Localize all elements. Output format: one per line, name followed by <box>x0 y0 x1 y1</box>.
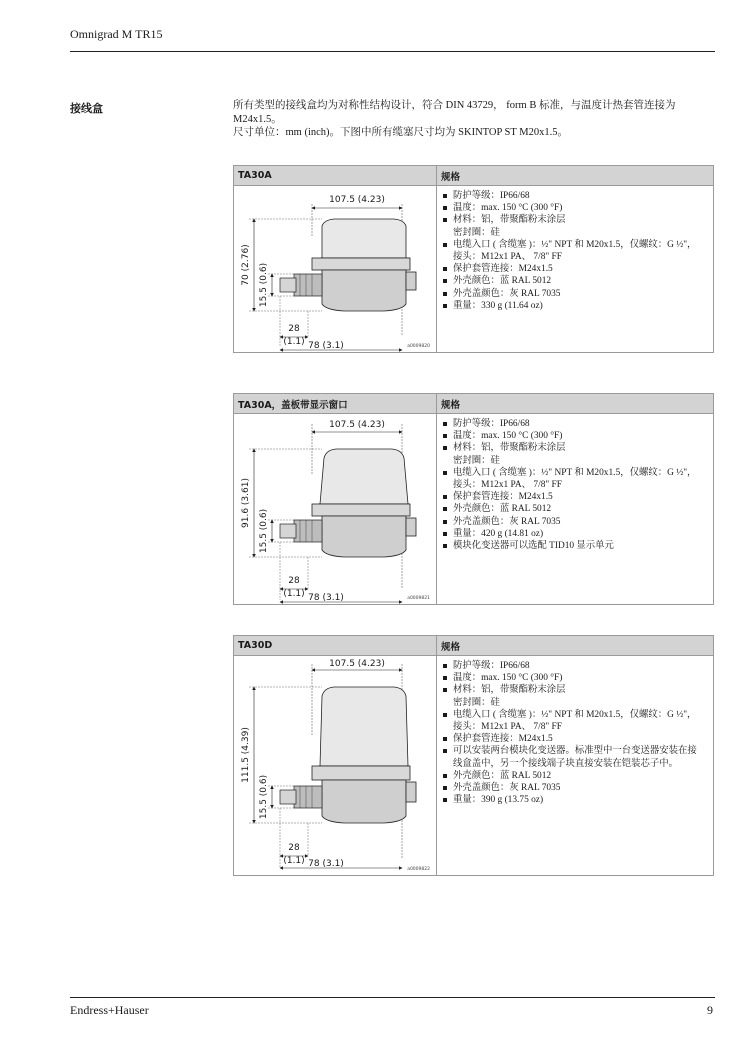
table-title: TA30A，盖板带显示窗口 <box>234 394 437 413</box>
dim-gland-width: 28 <box>288 324 300 334</box>
dim-gland-width-in: (1.1) <box>283 856 305 866</box>
spec-list <box>443 418 709 552</box>
spec-item: 电缆入口 ( 含缆塞 )：½" NPT 和 M20x1.5，仅螺纹：G ½"， <box>443 467 709 479</box>
intro-paragraph-1: 所有类型的接线盒均为对称性结构设计，符合 DIN 43729， form B 标准，与温度计热套管连接为 M24x1.5。 <box>233 100 676 125</box>
spec-item: 接头：M12x1 PA、 7/8" FF <box>453 252 562 263</box>
spec-item: 模块化变送器可以选配 TID10 显示单元 <box>443 540 709 552</box>
dim-gland-width-in: (1.1) <box>283 337 305 347</box>
header-title: Omnigrad M TR15 <box>70 27 163 41</box>
spec-cell <box>437 656 713 876</box>
dim-height: 111.5 (4.39) <box>241 727 251 783</box>
section-intro <box>233 99 715 140</box>
dim-depth: 78 (3.1) <box>308 859 344 869</box>
spec-item: 重量：420 g (14.81 oz) <box>443 528 709 540</box>
table-ta30a <box>233 165 714 353</box>
dim-width: 107.5 (4.23) <box>329 195 385 205</box>
spec-item: 保护套管连接：M24x1.5 <box>443 263 709 275</box>
spec-item: 外壳颜色：蓝 RAL 5012 <box>443 275 709 287</box>
spec-list <box>443 190 709 312</box>
housing-drawing <box>234 414 437 605</box>
drawing-ta30d <box>234 656 437 876</box>
spec-item: 防护等级：IP66/68 <box>443 418 709 430</box>
dim-height: 91.6 (3.61) <box>241 478 251 528</box>
spec-item: 材料：铝，带聚酯粉末涂层 <box>443 214 709 226</box>
spec-item: 温度：max. 150 °C (300 °F) <box>443 202 709 214</box>
dim-gland-height: 15.5 (0.6) <box>259 508 269 554</box>
spec-item: 外壳颜色：蓝 RAL 5012 <box>443 770 709 782</box>
spec-item: 接头：M12x1 PA、 7/8" FF <box>453 480 562 491</box>
spec-item: 外壳颜色：蓝 RAL 5012 <box>443 503 709 515</box>
dim-gland-height: 15.5 (0.6) <box>259 262 269 308</box>
header-rule <box>70 51 715 52</box>
spec-item: 保护套管连接：M24x1.5 <box>443 733 709 745</box>
drawing-ta30a <box>234 186 437 353</box>
figure-id: a0009822 <box>407 867 430 872</box>
spec-item: 温度：max. 150 °C (300 °F) <box>443 672 709 684</box>
dim-gland-width: 28 <box>288 843 300 853</box>
dim-gland-width-in: (1.1) <box>283 589 305 599</box>
spec-list <box>443 660 709 806</box>
spec-item: 重量：390 g (13.75 oz) <box>443 794 709 806</box>
housing-drawing <box>234 656 437 876</box>
dim-gland-width: 28 <box>288 576 300 586</box>
table-header <box>234 394 713 414</box>
figure-id: a0009820 <box>407 344 430 349</box>
page-number: 9 <box>707 1003 713 1017</box>
intro-paragraph-2: 尺寸单位：mm (inch)。下图中所有缆塞尺寸均为 SKINTOP ST M20x1.5。 <box>233 127 568 138</box>
spec-item: 密封圈：硅 <box>453 455 500 466</box>
table-header <box>234 166 713 186</box>
spec-header: 规格 <box>441 171 461 183</box>
spec-item: 线盒盖中，另一个接线端子块直接安装在铠装芯子中。 <box>453 758 679 769</box>
spec-cell <box>437 414 713 605</box>
spec-item: 密封圈：硅 <box>453 227 500 238</box>
spec-item: 外壳盖颜色：灰 RAL 7035 <box>443 288 709 300</box>
spec-item: 防护等级：IP66/68 <box>443 660 709 672</box>
dim-depth: 78 (3.1) <box>308 593 344 603</box>
spec-item: 密封圈：硅 <box>453 697 500 708</box>
spec-header: 规格 <box>441 641 461 653</box>
table-title: TA30D <box>234 636 437 655</box>
dim-depth: 78 (3.1) <box>308 341 344 351</box>
dim-width: 107.5 (4.23) <box>329 659 385 669</box>
spec-item: 保护套管连接：M24x1.5 <box>443 491 709 503</box>
spec-item: 温度：max. 150 °C (300 °F) <box>443 430 709 442</box>
figure-id: a0009821 <box>407 596 430 601</box>
dim-gland-height: 15.5 (0.6) <box>259 774 269 820</box>
table-ta30d <box>233 635 714 876</box>
dim-height: 70 (2.76) <box>241 244 251 286</box>
spec-item: 材料：铝，带聚酯粉末涂层 <box>443 684 709 696</box>
spec-item: 电缆入口 ( 含缆塞 )：½" NPT 和 M20x1.5，仅螺纹：G ½"， <box>443 709 709 721</box>
spec-item: 接头：M12x1 PA、 7/8" FF <box>453 722 562 733</box>
spec-item: 可以安装两台模块化变送器。标准型中一台变送器安装在接 <box>443 745 709 757</box>
spec-item: 外壳盖颜色：灰 RAL 7035 <box>443 782 709 794</box>
housing-drawing <box>234 186 437 353</box>
footer-brand: Endress+Hauser <box>70 1003 149 1017</box>
drawing-ta30a-window <box>234 414 437 605</box>
section-title: 接线盒 <box>70 102 103 115</box>
spec-item: 电缆入口 ( 含缆塞 )：½" NPT 和 M20x1.5，仅螺纹：G ½"， <box>443 239 709 251</box>
spec-item: 外壳盖颜色：灰 RAL 7035 <box>443 516 709 528</box>
spec-cell <box>437 186 713 353</box>
spec-item: 材料：铝，带聚酯粉末涂层 <box>443 442 709 454</box>
table-title: TA30A <box>234 166 437 185</box>
dim-width: 107.5 (4.23) <box>329 420 385 430</box>
table-header <box>234 636 713 656</box>
spec-item: 防护等级：IP66/68 <box>443 190 709 202</box>
spec-item: 重量：330 g (11.64 oz) <box>443 300 709 312</box>
footer-rule <box>70 997 715 998</box>
spec-header: 规格 <box>441 399 461 411</box>
table-ta30a-window <box>233 393 714 605</box>
